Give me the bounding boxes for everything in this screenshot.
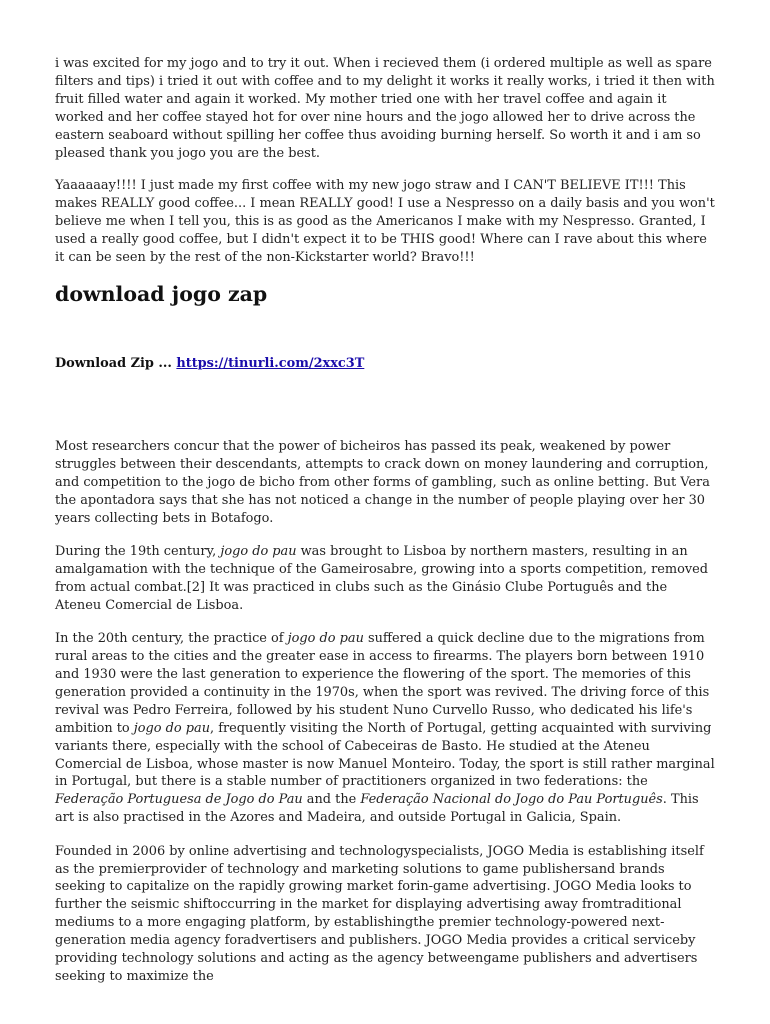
article-paragraph: Most researchers concur that the power of bicheiros has passed its peak, weakened by power struggles between their descendants, attempts to crack down on money laundering and corruption, and competition to the jogo de bicho from other forms of gambling, such as online betting. But Vera the apontadora says that she has not noticed a change in the number of people playing over her 30 years collecting bets in Botafogo. bbox=[55, 439, 710, 526]
reviews-section bbox=[55, 55, 717, 267]
download-label: Download Zip ... bbox=[55, 356, 172, 371]
article-body bbox=[55, 438, 717, 986]
download-link[interactable]: https://tinurli.com/2xxc3T bbox=[176, 356, 365, 371]
italic-term: Federação Portuguesa de Jogo do Pau bbox=[55, 792, 303, 808]
download-line bbox=[55, 355, 364, 373]
italic-term: jogo do pau bbox=[220, 544, 297, 560]
section-heading: download jogo zap bbox=[55, 282, 268, 306]
italic-term: jogo do pau bbox=[133, 720, 211, 736]
article-paragraph: During the 19th century, jogo do pau was brought to Lisboa by northern masters, resulting in an amalgamation with the technique of the Gameirosabre, growing into a sports competition, removed from actual combat.[2] It was practiced in clubs such as the Ginásio Clube Português and the Ateneu Comercial de Lisboa. bbox=[55, 544, 709, 613]
article-paragraph: Founded in 2006 by online advertising and technologyspecialists, JOGO Media is establishing itself as the premierprovider of technology and marketing solutions to game publishersand brands seeking to capitalize on the rapidly growing market forin-game advertising. JOGO Media looks to further the seismic shiftoccurring in the market for displaying advertising away fromtraditional mediums to a more engaging platform, by establishingthe premier technology-powered next-generation media agency foradvertisers and publishers. JOGO Media provides a critical serviceby providing technology solutions and acting as the agency betweengame publishers and advertisers seeking to maximize the bbox=[55, 843, 704, 984]
review-paragraph: i was excited for my jogo and to try it out. When i recieved them (i ordered multiple as well as spare filters and tips) i tried it out with coffee and to my delight it works it really works, i tried it then with fruit filled water and again it worked. My mother tried one with her travel coffee and again it worked and her coffee stayed hot for over nine hours and the jogo allowed her to drive across the eastern seaboard without spilling her coffee thus avoiding burning herself. So worth it and i am so pleased thank you jogo you are the best. bbox=[55, 56, 715, 161]
review-paragraph: Yaaaaaay!!!! I just made my first coffee with my new jogo straw and I CAN'T BELIEVE IT!!! This makes REALLY good coffee... I mean REALLY good! I use a Nespresso on a daily basis and you won't believe me when I tell you, this is as good as the Americanos I make with my Nespresso. Granted, I used a really good coffee, but I didn't expect it to be THIS good! Where can I rave about this where it can be seen by the rest of the non-Kickstarter world? Bravo!!! bbox=[55, 178, 715, 266]
article-paragraph: In the 20th century, the practice of jogo do pau suffered a quick decline due to the migrations from rural areas to the cities and the greater ease in access to firearms. The players born between 1910 and 1930 were the last generation to experience the flowering of the sport. The memories of this generation provided a continuity in the 1970s, when the sport was revived. The driving force of this revival was Pedro Ferreira, followed by his student Nuno Curvello Russo, who dedicated his life's ambition to jogo do pau, frequently visiting the North of Portugal, getting acquainted with surviving variants there, especially with the school of Cabeceiras de Basto. He studied at the Ateneu Comercial de Lisboa, whose master is now Manuel Monteiro. Today, the sport is still rather marginal in Portugal, but there is a stable number of practitioners organized in two federations: the Federação Portuguesa de Jogo do Pau and the Federação Nacional do Jogo do Pau Português. This art is also practised in the Azores and Madeira, and outside Portugal in Galicia, Spain. bbox=[55, 631, 715, 826]
italic-term: jogo do pau bbox=[287, 631, 364, 647]
italic-term: Federação Nacional do Jogo do Pau Português bbox=[360, 792, 663, 808]
